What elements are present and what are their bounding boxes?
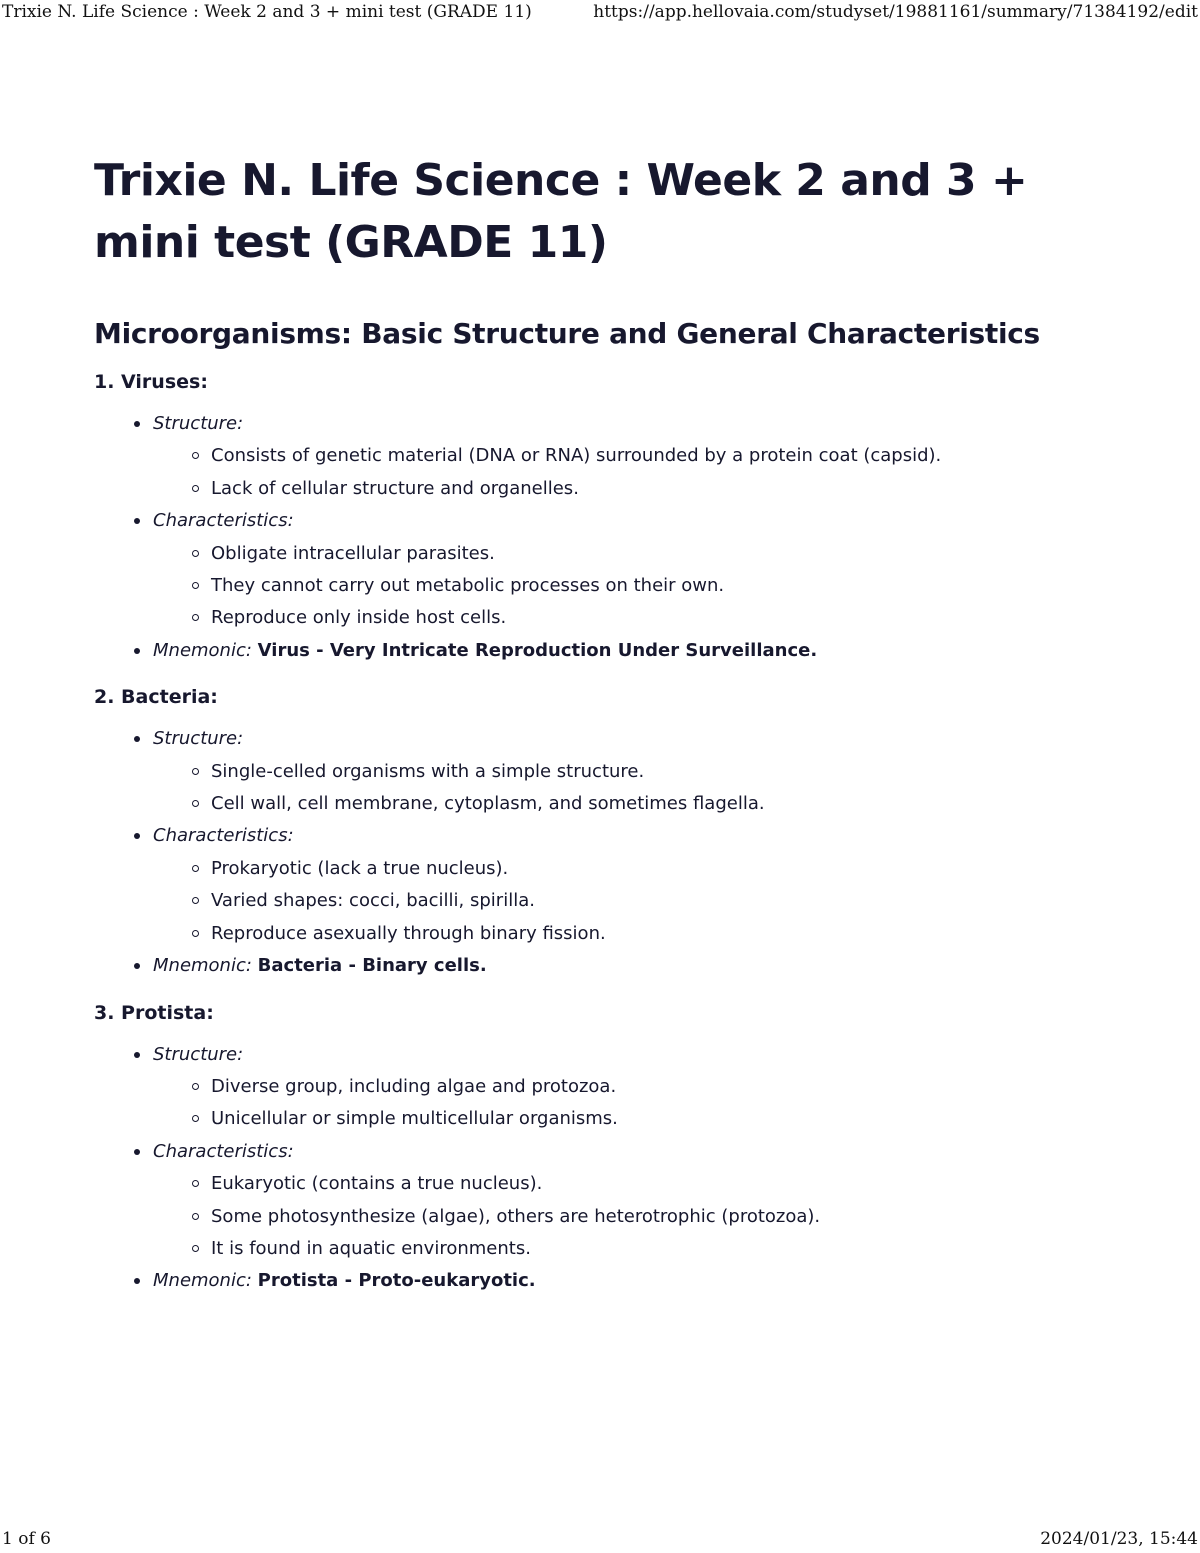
sub-list xyxy=(153,538,1104,635)
list-item: Reproduce asexually through binary fission. xyxy=(192,918,1104,950)
print-header-url: https://app.hellovaia.com/studyset/19881161/summary/71384192/edit xyxy=(593,2,1198,22)
mnemonic-label: Mnemonic: xyxy=(153,1270,258,1292)
list-item xyxy=(134,1039,1104,1136)
list-item xyxy=(134,1265,1104,1297)
print-header-title: Trixie N. Life Science : Week 2 and 3 + mini test (GRADE 11) xyxy=(2,2,532,22)
list-item: Cell wall, cell membrane, cytoplasm, and sometimes flagella. xyxy=(192,788,1104,820)
mnemonic-text: Virus - Very Intricate Reproduction Under Surveillance. xyxy=(257,639,818,661)
list-item: Eukaryotic (contains a true nucleus). xyxy=(192,1168,1104,1200)
group-heading-protista: 3. Protista: xyxy=(94,1001,214,1024)
list-item: It is found in aquatic environments. xyxy=(192,1233,1104,1265)
characteristics-label: Characteristics: xyxy=(153,825,294,847)
list-item xyxy=(134,505,1104,635)
sub-list xyxy=(153,853,1104,950)
print-datetime: 2024/01/23, 15:44 xyxy=(1040,1529,1198,1549)
list-item xyxy=(134,1136,1104,1266)
list-item: Unicellular or simple multicellular organisms. xyxy=(192,1103,1104,1135)
mnemonic-label: Mnemonic: xyxy=(153,639,258,661)
list-item: Reproduce only inside host cells. xyxy=(192,602,1104,634)
section-heading: Microorganisms: Basic Structure and General Characteristics xyxy=(94,317,1040,350)
document-body xyxy=(94,150,1104,1314)
sub-list xyxy=(153,1071,1104,1136)
print-header xyxy=(0,2,1200,22)
list-item xyxy=(134,723,1104,820)
print-footer xyxy=(0,1529,1200,1549)
list-item: Some photosynthesize (algae), others are heterotrophic (protozoa). xyxy=(192,1201,1104,1233)
sub-list xyxy=(153,1168,1104,1265)
list-item: Obligate intracellular parasites. xyxy=(192,538,1104,570)
document-title: Trixie N. Life Science : Week 2 and 3 + mini test (GRADE 11) xyxy=(94,155,1028,268)
structure-label: Structure: xyxy=(153,728,244,750)
list-item: Consists of genetic material (DNA or RNA) surrounded by a protein coat (capsid). xyxy=(192,440,1104,472)
group-heading-bacteria: 2. Bacteria: xyxy=(94,686,218,709)
structure-label: Structure: xyxy=(153,413,244,434)
bacteria-list xyxy=(94,723,1104,982)
group-heading-viruses: 1. Viruses: xyxy=(94,371,208,393)
list-item: Varied shapes: cocci, bacilli, spirilla. xyxy=(192,885,1104,917)
structure-label: Structure: xyxy=(153,1043,244,1065)
mnemonic-label: Mnemonic: xyxy=(153,955,258,977)
list-item: Prokaryotic (lack a true nucleus). xyxy=(192,853,1104,885)
page-number: 1 of 6 xyxy=(2,1529,51,1549)
protista-list xyxy=(94,1039,1104,1298)
mnemonic-text: Protista - Proto-eukaryotic. xyxy=(257,1270,536,1292)
characteristics-label: Characteristics: xyxy=(153,510,294,532)
list-item xyxy=(134,820,1104,950)
list-item: Diverse group, including algae and protozoa. xyxy=(192,1071,1104,1103)
list-item xyxy=(134,950,1104,982)
list-item: Lack of cellular structure and organelles. xyxy=(192,473,1104,505)
list-item: Single-celled organisms with a simple structure. xyxy=(192,756,1104,788)
mnemonic-text: Bacteria - Binary cells. xyxy=(257,955,487,977)
viruses-list xyxy=(94,408,1104,667)
characteristics-label: Characteristics: xyxy=(153,1140,294,1162)
list-item xyxy=(134,635,1104,667)
list-item xyxy=(134,408,1104,505)
sub-list xyxy=(153,440,1104,505)
sub-list xyxy=(153,756,1104,821)
list-item: They cannot carry out metabolic processes on their own. xyxy=(192,570,1104,602)
